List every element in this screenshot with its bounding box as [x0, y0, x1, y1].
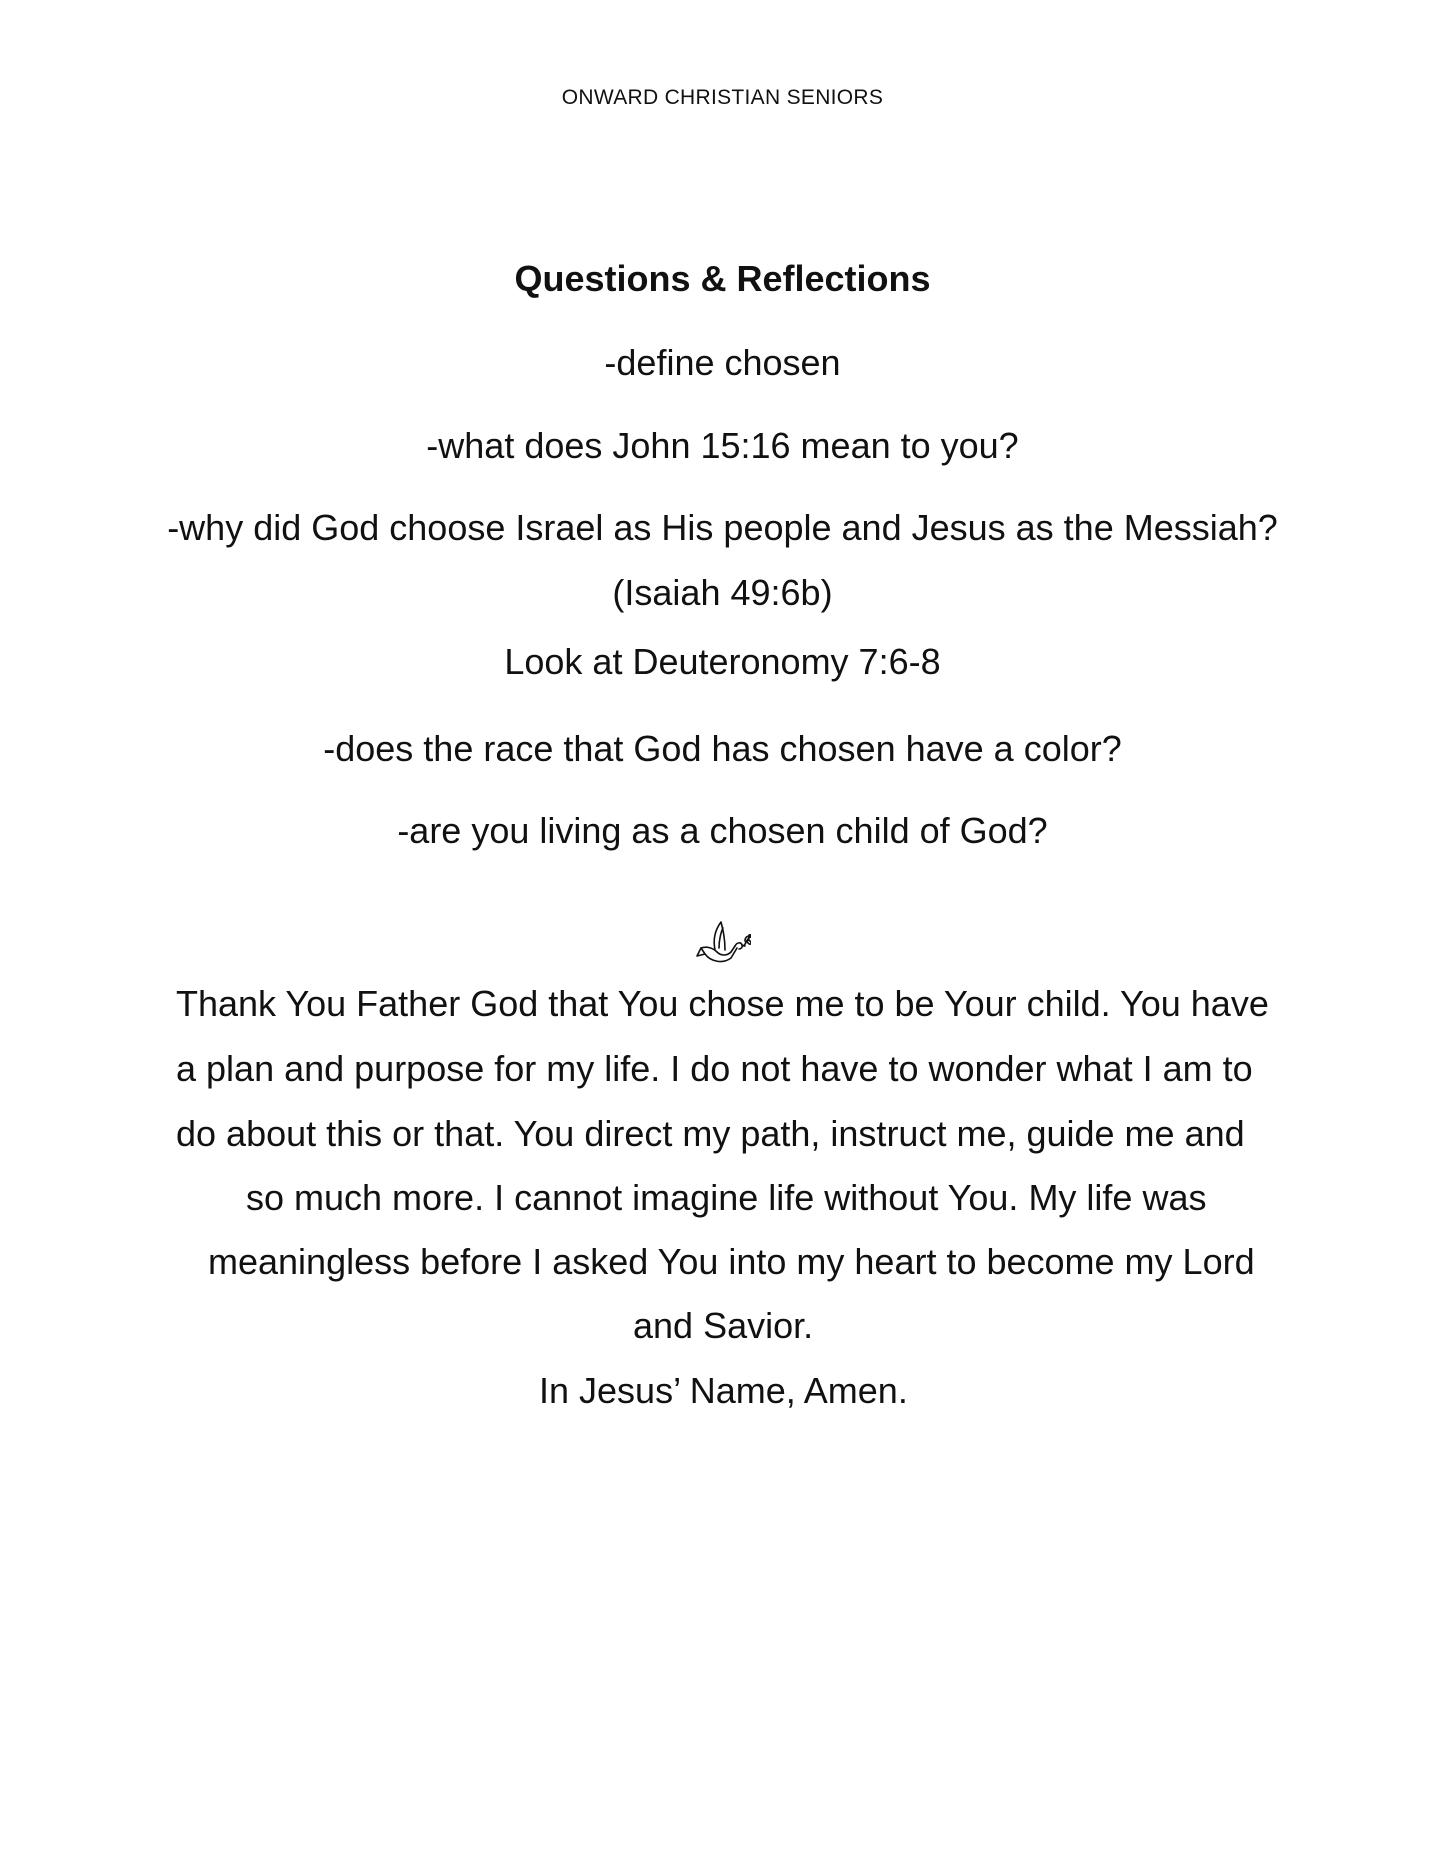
section-title: Questions & Reflections — [514, 258, 931, 299]
prayer-line: meaningless before I asked You into my heart to become my Lord — [208, 1241, 1255, 1282]
reference-deuteronomy: Look at Deuteronomy 7:6-8 — [504, 641, 941, 682]
reference-isaiah: (Isaiah 49:6b) — [612, 572, 833, 613]
question-define-chosen: -define chosen — [604, 342, 841, 383]
page-header: ONWARD CHRISTIAN SENIORS — [561, 86, 884, 109]
prayer-line: and Savior. — [633, 1305, 814, 1346]
prayer-line: Thank You Father God that You chose me to be Your child. You have — [176, 983, 1269, 1024]
prayer-line: so much more. I cannot imagine life without You. My life was — [246, 1177, 1207, 1218]
dove-icon — [695, 918, 751, 970]
prayer-closing: In Jesus’ Name, Amen. — [539, 1370, 908, 1411]
question-john-15-16: -what does John 15:16 mean to you? — [426, 425, 1019, 466]
question-living-chosen: -are you living as a chosen child of God? — [397, 810, 1048, 851]
prayer-line: a plan and purpose for my life. I do not have to wonder what I am to — [176, 1048, 1253, 1089]
prayer-line: do about this or that. You direct my path, instruct me, guide me and — [176, 1113, 1245, 1154]
question-race-color: -does the race that God has chosen have a color? — [323, 728, 1122, 769]
question-why-god-choose: -why did God choose Israel as His people and Jesus as the Messiah? — [167, 507, 1278, 548]
